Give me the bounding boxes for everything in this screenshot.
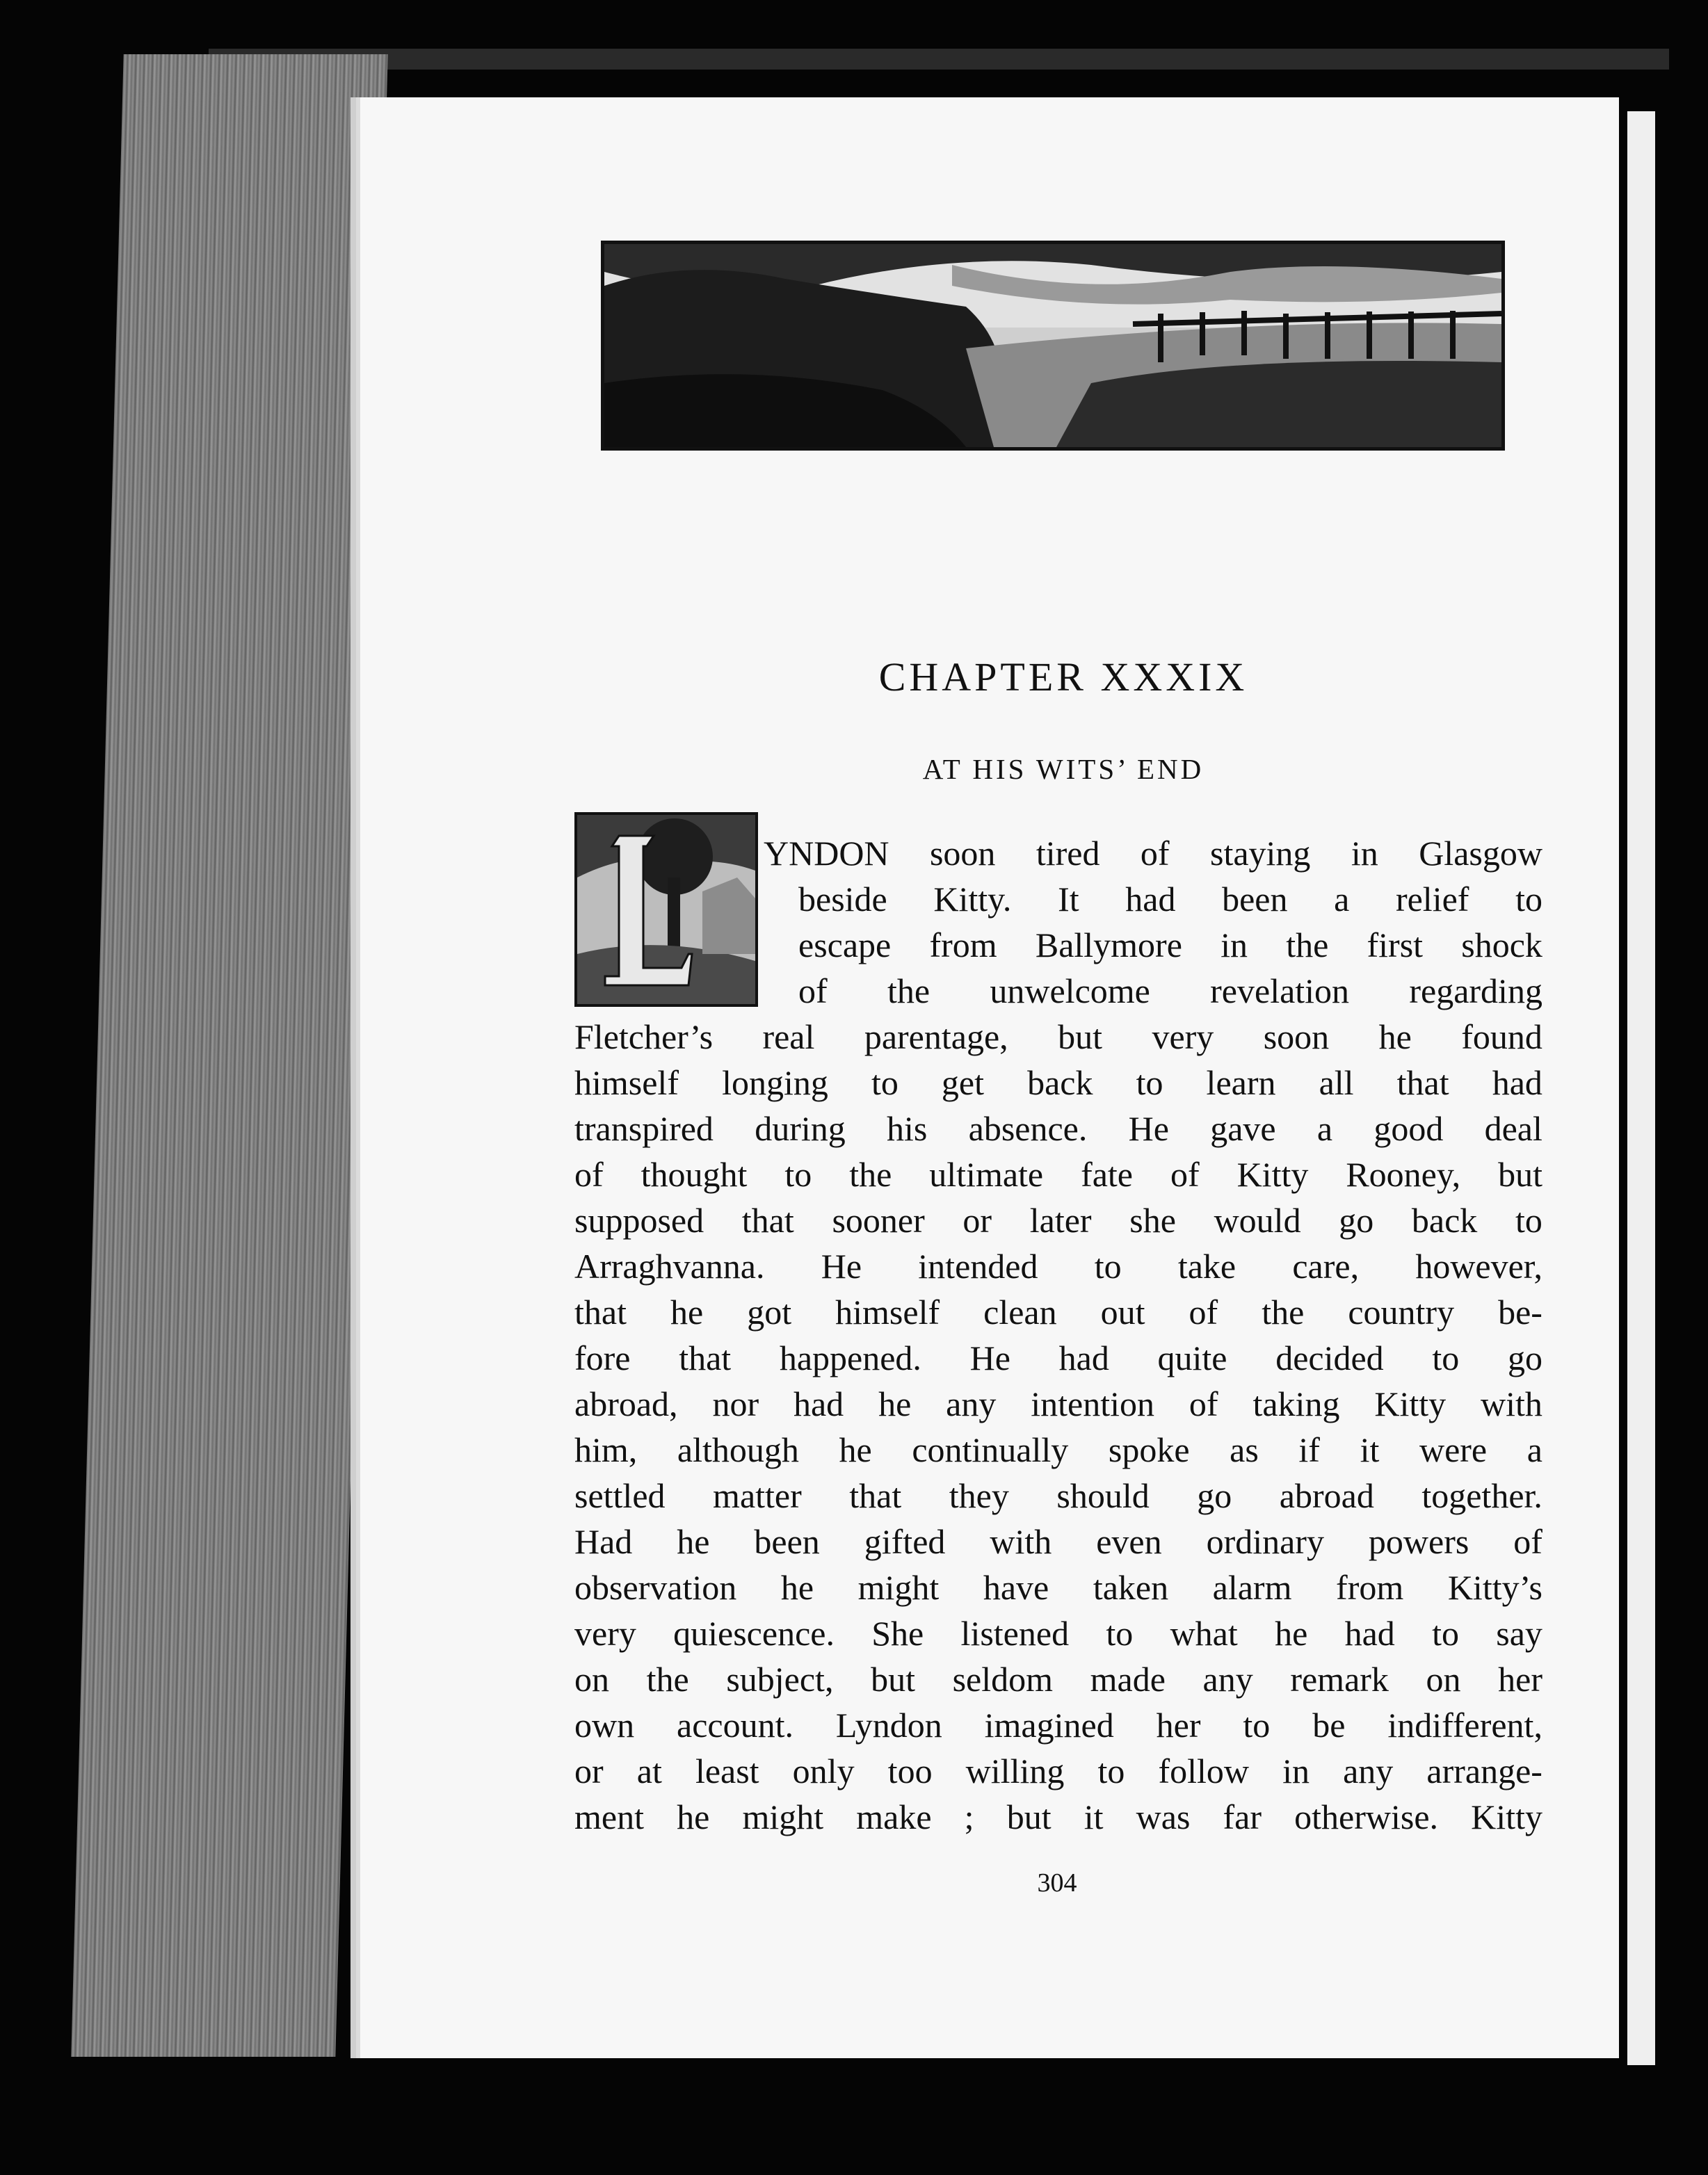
body-line-1: YNDON soon tired of staying in Glasgow	[764, 834, 1542, 873]
book-top-edge	[209, 49, 1669, 70]
initial-letter-l-icon	[577, 815, 755, 1004]
body-line-20: own account. Lyndon imagined her to be indifferent,	[574, 1706, 1542, 1745]
body-line-10: Arraghvanna. He intended to take care, however,	[574, 1247, 1542, 1286]
page-number: 304	[1037, 1868, 1077, 1898]
body-line-17: observation he might have taken alarm from Kitty’s	[574, 1568, 1542, 1607]
body-line-13: abroad, nor had he any intention of taking Kitty with	[574, 1384, 1542, 1423]
body-line-16: Had he been gifted with even ordinary powers of	[574, 1522, 1542, 1561]
landscape-engraving-icon	[604, 244, 1501, 447]
body-line-21: or at least only too willing to follow in any arrange-	[574, 1752, 1542, 1790]
body-line-5: Fletcher’s real parentage, but very soon he found	[574, 1017, 1542, 1056]
body-line-15: settled matter that they should go abroad together.	[574, 1476, 1542, 1515]
body-line-9: supposed that sooner or later she would go back to	[574, 1201, 1542, 1240]
chapter-subheading: AT HIS WITS’ END	[922, 753, 1205, 785]
body-line-22: ment he might make ; but it was far otherwise. Kitty	[574, 1797, 1542, 1836]
body-line-4: of the unwelcome revelation regarding	[798, 971, 1542, 1010]
body-line-18: very quiescence. She listened to what he had to say	[574, 1614, 1542, 1653]
chapter-heading: CHAPTER XXXIX	[878, 654, 1248, 700]
body-line-11: that he got himself clean out of the country be-	[574, 1293, 1542, 1332]
body-line-19: on the subject, but seldom made any remark on her	[574, 1660, 1542, 1699]
body-line-3: escape from Ballymore in the first shock	[798, 925, 1542, 964]
body-line-7: transpired during his absence. He gave a good deal	[574, 1109, 1542, 1148]
body-line-12: fore that happened. He had quite decided to go	[574, 1339, 1542, 1377]
book-page-edges	[71, 54, 387, 2057]
body-line-8: of thought to the ultimate fate of Kitty Rooney, but	[574, 1155, 1542, 1194]
body-line-2: beside Kitty. It had been a relief to	[798, 880, 1542, 919]
body-line-6: himself longing to get back to learn all that had	[574, 1063, 1542, 1102]
facing-page-edge	[1627, 111, 1655, 2065]
dropcap-initial	[574, 812, 758, 1007]
headpiece-illustration	[601, 241, 1505, 451]
body-line-14: him, although he continually spoke as if it were a	[574, 1430, 1542, 1469]
